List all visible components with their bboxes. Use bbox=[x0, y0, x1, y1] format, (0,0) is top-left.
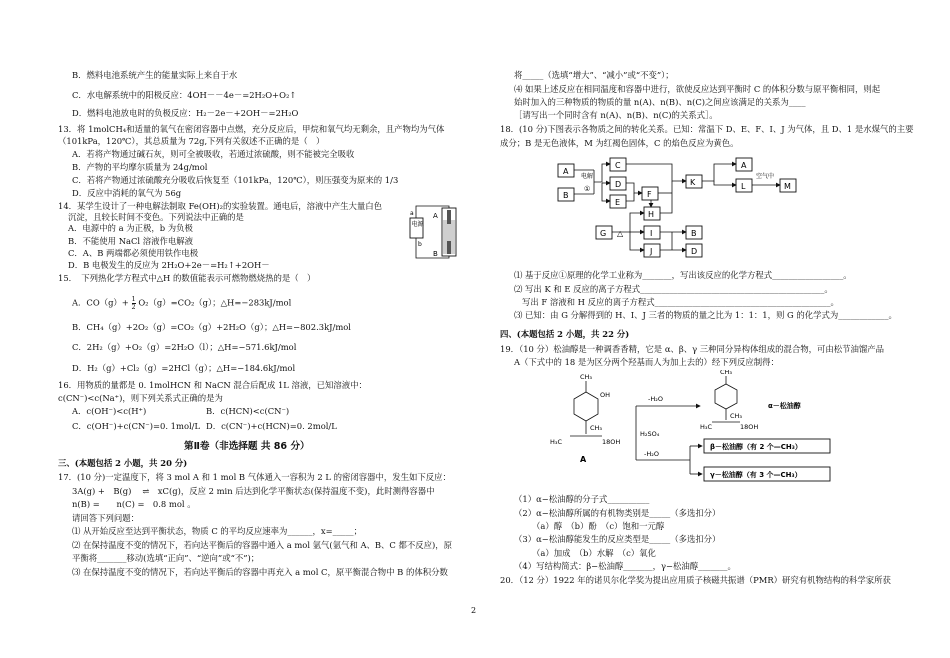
q14-stem-line1: 14．某学生设计了一种电解法制取 Fe(OH)₂的实验装置。通电后，溶液中产生大量白色 bbox=[58, 201, 383, 211]
q15-a-part1: A．CO（g）+ bbox=[72, 297, 129, 308]
q19-sub3-options: （a）加成 （b）水解 （c）氧化 bbox=[532, 548, 656, 558]
arrow-D-F bbox=[626, 183, 642, 193]
q13-stem-line2: （101kPa，120℃），其总质量为 72g,下列有关叙述不正确的是（ ） bbox=[58, 136, 325, 146]
fraction-numerator: 1 bbox=[131, 295, 136, 303]
q17-line3: n(B) = n(C) = 0.8 mol 。 bbox=[72, 499, 196, 509]
q14-stem-line2: 沉淀，且较长时间不变色。下列说法中正确的是 bbox=[68, 212, 244, 222]
a-18oh: 18OH bbox=[602, 438, 621, 446]
box-L-label: L bbox=[741, 182, 746, 191]
electrode-a bbox=[447, 210, 451, 224]
q15-stem: 15． 下列热化学方程式中△H 的数值能表示可燃物燃烧热的是（ ） bbox=[58, 273, 316, 283]
box-B2-label: B bbox=[691, 229, 697, 238]
terminal-b-label: b bbox=[418, 241, 422, 248]
page-number: 2 bbox=[471, 606, 477, 615]
q15-option-b: B．CH₄（g）+2O₂（g）=CO₂（g）+2H₂O（g）；△H=−802.3kJ/mol bbox=[72, 322, 351, 332]
q13-option-a: A．若将产物通过碱石灰，则可全被吸收，若通过浓硫酸，则不能被完全吸收 bbox=[72, 149, 355, 159]
q17-line4: 请回答下列问题： bbox=[72, 513, 139, 523]
box-D2-label: D bbox=[691, 247, 698, 256]
q17-line1: 17．(10 分)一定温度下，将 3 mol A 和 1 mol B 气体通入一容积为 2 L 的密闭容器中，发生如下反应： bbox=[58, 472, 451, 482]
q13-stem-line1: 13．将 1molCH₄和适量的氧气在密闭容器中点燃，充分反应后，甲烷和氧气均无剩余，且产物均为气体 bbox=[58, 124, 445, 134]
q12-option-b: B．燃料电池系统产生的能量实际上来自于水 bbox=[72, 70, 238, 80]
arrow-K-L bbox=[714, 181, 736, 185]
q18-sub2: ⑵ 写出 K 和 E 反应的离子方程式____________________________________________。 bbox=[514, 284, 833, 294]
electrode-b-label: B bbox=[433, 250, 438, 258]
q16-stem-line2: c(CN⁻)<c(Na⁺)，则下列关系式正确的是为 bbox=[58, 393, 223, 403]
box-F-label: F bbox=[647, 190, 652, 199]
box-D-label: D bbox=[615, 180, 622, 189]
conversion-flowchart bbox=[554, 150, 814, 266]
q18-sub4: ⑶ 已知：由 G 分解得到的 H、I、J 三者的物质的量之比为 1：1：1，则 G 的化学式为____________。 bbox=[514, 310, 897, 320]
terminal-a-label: a bbox=[410, 210, 414, 217]
electrode-a-label: A bbox=[433, 212, 438, 220]
q17-line2: 3A(g) + B(g) ⇌ xC(g)，反应 2 min 后达到化学平衡状态(保持温度不变)，此时测得容器中 bbox=[72, 486, 435, 496]
a-ch3-mid: CH₃ bbox=[590, 424, 603, 432]
q19-sub1: （1）α−松油醇的分子式__________ bbox=[514, 494, 650, 504]
part2-title: 第Ⅱ卷（非选择题 共 86 分） bbox=[184, 441, 310, 452]
q14-option-a: A．电源中的 a 为正极，b 为负极 bbox=[68, 223, 193, 233]
box-G-label: G bbox=[600, 229, 607, 238]
compound-a-label: A bbox=[580, 455, 587, 464]
q18-line1: 18．(10 分)下图表示各物质之间的转化关系。已知：常温下 D、E、F、I、J 为气体，且 D、1 是水煤气的主要 bbox=[500, 124, 914, 134]
air-label: 空气中 bbox=[756, 173, 775, 180]
q20-line1: 20．（12 分）1922 年的诺贝尔化学奖为提出应用质子核磁共振谱（PMR）研究有机物结构的科学家所获 bbox=[500, 575, 891, 585]
q12-option-d: D．燃料电池放电时的负极反应：H₂－2e－+2OH－=2H₂O bbox=[72, 108, 299, 118]
arrow-G-J bbox=[630, 232, 644, 250]
alpha-h3c: H₃C bbox=[700, 423, 713, 431]
a-ring bbox=[574, 392, 598, 421]
alpha-ch3: CH₃ bbox=[720, 370, 733, 376]
q19-line1: 19．（10 分）松油醇是一种调香香精，它是 α、β、γ 三种同分异构体组成的混合物，可由松节油馏产品 bbox=[500, 344, 884, 354]
section3-title: 三、(本题包括 2 小题，共 20 分) bbox=[58, 458, 188, 468]
box-C-label: C bbox=[615, 161, 621, 170]
q19-line2: A（下式中的 18 是为区分两个羟基而人为加上去的）经下列反应制得： bbox=[514, 357, 779, 367]
a-ch3-top: CH₃ bbox=[580, 373, 593, 381]
h2so4-label: H₂SO₄ bbox=[640, 430, 660, 438]
arrow-C-K bbox=[626, 164, 686, 181]
q16-option-c: C．c(OH⁻)+c(CN⁻)=0. 1mol/L bbox=[72, 421, 201, 431]
arrow-E-F bbox=[626, 193, 634, 201]
q15-option-a bbox=[58, 296, 291, 310]
arrow-to-E bbox=[602, 183, 610, 201]
q15-option-d: D．H₂（g）+Cl₂（g）=2HCl（g）；△H=−184.6kJ/mol bbox=[72, 363, 296, 373]
box-I-label: I bbox=[650, 229, 653, 238]
q16-option-d: D．c(CN⁻)+c(HCN)=0. 2mol/L bbox=[206, 421, 337, 431]
box-J-label: J bbox=[650, 247, 653, 256]
arrow-to-C bbox=[594, 164, 610, 182]
gamma-name: γ－松油醇（有 3 个—CH₃） bbox=[710, 471, 802, 479]
q13-option-d: D．反应中消耗的氧气为 56g bbox=[72, 188, 182, 198]
box-A2-label: A bbox=[741, 161, 747, 170]
electrode-b bbox=[447, 241, 451, 254]
q14-option-b: B．不能使用 NaCl 溶液作电解液 bbox=[68, 236, 194, 246]
q17-cont-line1: 将_____（选填“增大”、“减小”或“不变”）； bbox=[514, 70, 674, 80]
box-M-label: M bbox=[784, 182, 791, 191]
fraction-denominator: 2 bbox=[131, 302, 136, 311]
fraction-one-half bbox=[132, 296, 136, 310]
q15-a-part2: O₂（g）=CO₂（g）；△H=−283kJ/mol bbox=[138, 297, 292, 308]
q13-option-b: B．产物的平均摩尔质量为 24g/mol bbox=[72, 162, 208, 172]
q16-stem-line1: 16．用物质的量都是 0. 1molHCN 和 NaCN 混合后配成 1L 溶液，已知溶液中： bbox=[58, 380, 367, 390]
q13-option-c: C．若将产物通过浓硫酸充分吸收后恢复至（101kPa，120℃），则压强变为原来的 1/3 bbox=[72, 175, 399, 185]
box-H-label: H bbox=[648, 210, 655, 219]
q17-line5: ⑴ 从开始反应至达到平衡状态，物质 C 的平均反应速率为______，x=_____； bbox=[72, 526, 362, 536]
q12-option-c: C．水电解系统中的阳极反应：4OH－－4e－=2H₂O+O₂↑ bbox=[72, 90, 297, 100]
reaction-1-label: ① bbox=[584, 185, 591, 193]
heat-label: △ bbox=[617, 229, 624, 238]
minus-h2o-bottom: -H₂O bbox=[644, 450, 659, 458]
section4-title: 四、(本题包括 2 小题，共 22 分) bbox=[500, 329, 630, 339]
box-A-label: A bbox=[563, 167, 569, 176]
q17-line6: ⑵ 在保持温度不变的情况下，若向达平衡后的容器中通入 a mol 氩气(氩气和 A、B、C 都不反应)，原 bbox=[72, 540, 453, 550]
terpineol-reaction-figure bbox=[540, 370, 840, 492]
electrolysis-apparatus-figure bbox=[407, 196, 463, 264]
box-K-label: K bbox=[690, 178, 696, 187]
arrow-K-A bbox=[702, 164, 736, 181]
q16-option-b: B．c(HCN)<c(CN⁻) bbox=[206, 406, 290, 416]
q17-cont-line3: 始时加入的三种物质的物质的量 n(A)、n(B)、n(C)之间应该满足的关系为____ bbox=[514, 97, 806, 107]
beta-name: β－松油醇（有 2 个—CH₃） bbox=[710, 443, 802, 451]
power-label: 电源 bbox=[411, 221, 424, 228]
alpha-name: α－松油醇 bbox=[768, 402, 801, 410]
q16-option-a: A．c(OH⁻)<c(H⁺) bbox=[72, 406, 147, 416]
q15-option-c: C．2H₂（g）+O₂（g）=2H₂O（l）；△H=−571.6kJ/mol bbox=[72, 342, 297, 352]
q19-sub2-options: （a）醇 （b）酚 （c）饱和一元醇 bbox=[532, 521, 665, 531]
q18-sub3: 写出 F 溶液和 H 反应的离子方程式__________________________________________。 bbox=[522, 297, 839, 307]
minus-h2o-top: -H₂O bbox=[648, 395, 663, 403]
electrolysis-label: 电解 bbox=[581, 173, 594, 180]
q17-cont-line2: ⑷ 如果上述反应在相同温度和容器中进行，欲使反应达到平衡时 C 的体积分数与原平衡相同，则起 bbox=[514, 84, 881, 94]
q18-sub1: ⑴ 基于反应①原理的化学工业称为_______，写出该反应的化学方程式_________________。 bbox=[514, 270, 852, 280]
q19-sub2: （2）α−松油醇所属的有机物类别是_____（多选扣分） bbox=[514, 508, 721, 518]
a-oh: OH bbox=[600, 391, 611, 399]
q19-sub3: （3）α−松油醇能发生的反应类型是_____（多选扣分） bbox=[514, 534, 721, 544]
q14-option-d: D．B 电极发生的反应为 2H₂O+2e－=H₂↑+2OH－ bbox=[68, 260, 270, 270]
alpha-18oh: 18OH bbox=[740, 423, 759, 431]
q17-line7: 平衡将_______移动(选填“正向”、“逆向”或“不”)； bbox=[72, 553, 260, 563]
arrow-H-K bbox=[660, 181, 672, 213]
q19-sub4: （4）写结构简式：β−松油醇_______，γ−松油醇_______。 bbox=[514, 561, 736, 571]
box-B-label: B bbox=[563, 191, 569, 200]
q17-line8: ⑶ 在保持温度不变的情况下，若向达平衡后的容器中再充入 a mol C，原平衡混合物中 B 的体积分数 bbox=[72, 567, 448, 577]
q17-cont-line4: ［请写出一个同时含有 n(A)、n(B)、n(C)的关系式］。 bbox=[514, 110, 718, 120]
alpha-ring bbox=[715, 384, 737, 409]
alpha-ch3-2: CH₃ bbox=[730, 412, 743, 420]
q18-line2: 成分；B 是无色液体，M 为红褐色固体，C 的焰色反应为黄色。 bbox=[500, 138, 739, 148]
q14-option-c: C．A、B 两端都必须使用铁作电极 bbox=[68, 248, 199, 258]
a-h3c: H₃C bbox=[550, 438, 563, 446]
box-E-label: E bbox=[615, 198, 621, 207]
